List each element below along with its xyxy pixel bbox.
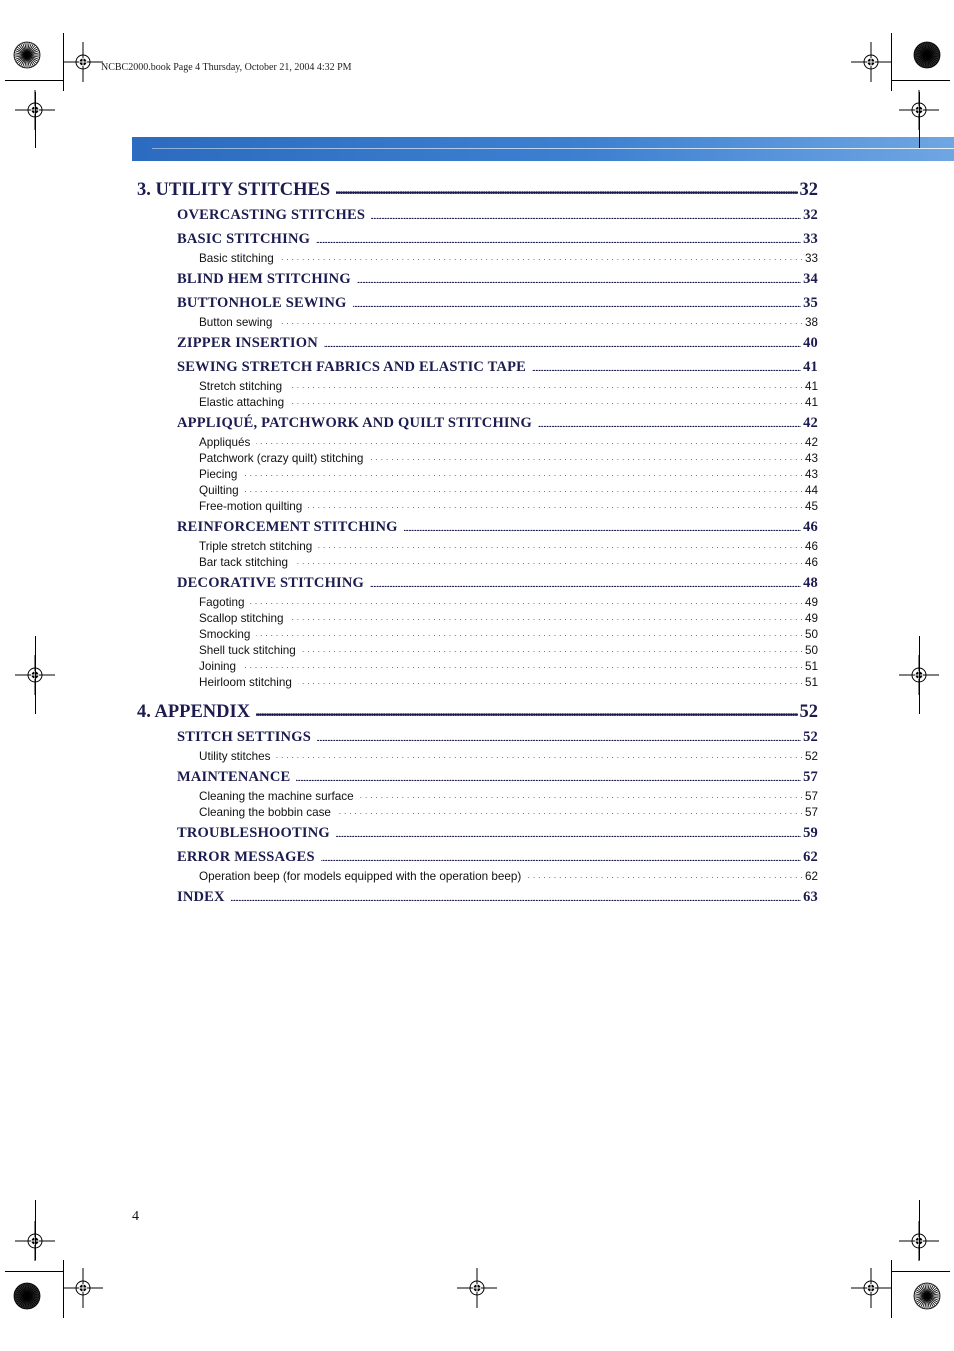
- toc-section-page: 48: [803, 575, 818, 591]
- toc-section[interactable]: [177, 572, 818, 594]
- toc-subsection-page: 46: [804, 555, 818, 569]
- toc-subsection-page: 57: [804, 789, 818, 803]
- toc-subsection-page: 41: [804, 395, 818, 409]
- crop-line: [891, 1260, 892, 1318]
- toc-chapter[interactable]: [137, 698, 818, 724]
- toc-subsection[interactable]: [199, 674, 818, 690]
- toc-subsection-label: Elastic attaching: [199, 395, 285, 409]
- toc-subsection[interactable]: [199, 610, 818, 626]
- toc-subsection-page: 57: [804, 805, 818, 819]
- dot-leader: [278, 314, 803, 326]
- registration-star-bottom-left: [13, 1282, 41, 1310]
- toc-subsection[interactable]: [199, 642, 818, 658]
- crop-line: [919, 1200, 920, 1260]
- crop-line: [35, 1200, 36, 1260]
- toc-subsection-label: Stretch stitching: [199, 379, 283, 393]
- toc-section[interactable]: [177, 516, 818, 538]
- toc-subsection-label: Utility stitches: [199, 749, 271, 763]
- toc-section-label: MAINTENANCE: [177, 769, 291, 785]
- toc-subsection-page: 43: [804, 467, 818, 481]
- dot-leader: [337, 804, 803, 816]
- toc-subsection-label: Bar tack stitching: [199, 555, 288, 569]
- toc-section[interactable]: [177, 332, 818, 354]
- toc-subsection-page: 38: [804, 315, 818, 329]
- toc-subsection-label: Free-motion quilting: [199, 499, 303, 513]
- toc-subsection-label: Patchwork (crazy quilt) stitching: [199, 451, 364, 465]
- crop-line: [63, 33, 64, 91]
- dot-leader: [243, 466, 803, 478]
- toc-subsection-label: Button sewing: [199, 315, 273, 329]
- toc-subsection-label: Scallop stitching: [199, 611, 284, 625]
- toc-subsection-label: Operation beep (for models equipped with the operation beep): [199, 869, 522, 883]
- dot-leader: [371, 205, 801, 220]
- toc-section-label: TROUBLESHOOTING: [177, 825, 330, 841]
- toc-section-page: 62: [803, 849, 818, 865]
- toc-section[interactable]: [177, 268, 818, 290]
- toc-section-page: 32: [803, 207, 818, 223]
- dot-leader: [280, 250, 803, 262]
- toc-subsection-page: 46: [804, 539, 818, 553]
- registration-star-top-right: [913, 41, 941, 69]
- crop-line: [891, 33, 892, 91]
- toc-subsection-label: Quilting: [199, 483, 239, 497]
- toc-chapter-label: 3. UTILITY STITCHES: [137, 179, 331, 200]
- toc-subsection-label: Heirloom stitching: [199, 675, 292, 689]
- dot-leader: [527, 868, 803, 880]
- toc-section-label: BUTTONHOLE SEWING: [177, 295, 347, 311]
- toc-subsection-label: Piecing: [199, 467, 238, 481]
- toc-subsection[interactable]: [199, 378, 818, 394]
- toc-subsection-page: 33: [804, 251, 818, 265]
- toc-section[interactable]: [177, 766, 818, 788]
- table-of-contents: [137, 176, 818, 908]
- toc-subsection[interactable]: [199, 482, 818, 498]
- dot-leader: [369, 450, 803, 462]
- toc-section[interactable]: [177, 228, 818, 250]
- toc-subsection[interactable]: [199, 250, 818, 266]
- toc-subsection-page: 62: [804, 869, 818, 883]
- crop-line: [35, 92, 36, 148]
- toc-section-page: 63: [803, 889, 818, 905]
- toc-subsection[interactable]: [199, 434, 818, 450]
- toc-subsection[interactable]: [199, 554, 818, 570]
- toc-subsection[interactable]: [199, 466, 818, 482]
- toc-subsection[interactable]: [199, 626, 818, 642]
- toc-subsection-page: 50: [804, 643, 818, 657]
- toc-section[interactable]: [177, 886, 818, 908]
- toc-section-page: 59: [803, 825, 818, 841]
- toc-subsection-page: 43: [804, 451, 818, 465]
- crosshair-mark: [851, 1268, 891, 1308]
- toc-chapter[interactable]: [137, 176, 818, 202]
- toc-section[interactable]: [177, 292, 818, 314]
- toc-subsection-page: 50: [804, 627, 818, 641]
- dot-leader: [538, 413, 801, 428]
- toc-subsection[interactable]: [199, 748, 818, 764]
- crosshair-mark: [63, 42, 103, 82]
- toc-subsection-label: Joining: [199, 659, 237, 673]
- toc-section-label: REINFORCEMENT STITCHING: [177, 519, 398, 535]
- toc-section-label: OVERCASTING STITCHES: [177, 207, 366, 223]
- toc-subsection-page: 51: [804, 675, 818, 689]
- crosshair-mark: [457, 1268, 497, 1308]
- dot-leader: [242, 658, 803, 670]
- toc-subsection-page: 45: [804, 499, 818, 513]
- dot-leader: [321, 847, 801, 862]
- toc-section-page: 41: [803, 359, 818, 375]
- dot-leader: [289, 610, 803, 622]
- dot-leader: [308, 498, 803, 510]
- dot-leader: [336, 823, 801, 838]
- toc-section-label: ERROR MESSAGES: [177, 849, 315, 865]
- toc-section[interactable]: [177, 412, 818, 434]
- toc-subsection-label: Smocking: [199, 627, 251, 641]
- toc-section-page: 34: [803, 271, 818, 287]
- toc-subsection[interactable]: [199, 868, 818, 884]
- crop-line: [5, 1271, 63, 1272]
- header-banner: [132, 137, 954, 161]
- dot-leader: [294, 554, 803, 566]
- crop-line: [919, 636, 920, 714]
- dot-leader: [318, 538, 803, 550]
- toc-subsection-label: Appliqués: [199, 435, 251, 449]
- toc-subsection[interactable]: [199, 804, 818, 820]
- crosshair-mark: [851, 42, 891, 82]
- crosshair-mark: [63, 1268, 103, 1308]
- toc-subsection-label: Cleaning the bobbin case: [199, 805, 331, 819]
- dot-leader: [288, 378, 803, 390]
- toc-subsection-label: Fagoting: [199, 595, 245, 609]
- toc-section-page: 57: [803, 769, 818, 785]
- toc-section[interactable]: [177, 356, 818, 378]
- print-slug: NCBC2000.book Page 4 Thursday, October 21, 2004 4:32 PM: [101, 62, 352, 73]
- dot-leader: [357, 269, 801, 284]
- dot-leader: [250, 594, 803, 606]
- toc-section-label: INDEX: [177, 889, 225, 905]
- toc-subsection[interactable]: [199, 314, 818, 330]
- toc-section-label: STITCH SETTINGS: [177, 729, 311, 745]
- toc-section-page: 52: [803, 729, 818, 745]
- chapter-gap: [137, 690, 818, 698]
- banner-stripe: [152, 148, 954, 149]
- toc-section-page: 33: [803, 231, 818, 247]
- toc-section-page: 40: [803, 335, 818, 351]
- toc-subsection[interactable]: [199, 394, 818, 410]
- toc-subsection[interactable]: [199, 594, 818, 610]
- crop-line: [891, 80, 950, 81]
- crop-line: [35, 636, 36, 714]
- toc-section[interactable]: [177, 846, 818, 868]
- toc-subsection-page: 44: [804, 483, 818, 497]
- dot-leader: [404, 517, 801, 532]
- dot-leader: [256, 626, 803, 638]
- toc-section-label: BASIC STITCHING: [177, 231, 311, 247]
- dot-leader: [256, 434, 803, 446]
- dot-leader: [245, 482, 803, 494]
- toc-chapter-page: 52: [799, 701, 818, 722]
- toc-subsection-label: Basic stitching: [199, 251, 274, 265]
- toc-subsection[interactable]: [199, 498, 818, 514]
- toc-chapter-page: 32: [799, 179, 818, 200]
- toc-subsection-label: Shell tuck stitching: [199, 643, 296, 657]
- toc-subsection-page: 41: [804, 379, 818, 393]
- page-number: 4: [132, 1209, 139, 1224]
- toc-subsection-page: 49: [804, 595, 818, 609]
- registration-star-bottom-right: [913, 1282, 941, 1310]
- dot-leader: [231, 887, 801, 902]
- dot-leader: [296, 767, 801, 782]
- toc-section-page: 42: [803, 415, 818, 431]
- toc-section-page: 35: [803, 295, 818, 311]
- toc-chapter-label: 4. APPENDIX: [137, 701, 251, 722]
- toc-section-label: SEWING STRETCH FABRICS AND ELASTIC TAPE: [177, 359, 527, 375]
- crop-line: [891, 1271, 950, 1272]
- dot-leader: [353, 293, 802, 308]
- toc-subsection-page: 51: [804, 659, 818, 673]
- dot-leader: [290, 394, 803, 406]
- dot-leader: [302, 642, 803, 654]
- dot-leader: [324, 333, 801, 348]
- dot-leader: [532, 357, 801, 372]
- crop-line: [919, 92, 920, 148]
- toc-section-label: BLIND HEM STITCHING: [177, 271, 351, 287]
- dot-leader: [256, 698, 797, 717]
- crop-line: [63, 1260, 64, 1318]
- crop-line: [5, 80, 63, 81]
- toc-subsection-page: 52: [804, 749, 818, 763]
- dot-leader: [360, 788, 803, 800]
- toc-subsection-label: Cleaning the machine surface: [199, 789, 354, 803]
- dot-leader: [317, 727, 801, 742]
- toc-subsection[interactable]: [199, 658, 818, 674]
- toc-section-page: 46: [803, 519, 818, 535]
- toc-section[interactable]: [177, 204, 818, 226]
- toc-subsection-page: 49: [804, 611, 818, 625]
- toc-section[interactable]: [177, 726, 818, 748]
- dot-leader: [316, 229, 801, 244]
- toc-section-label: DECORATIVE STITCHING: [177, 575, 365, 591]
- toc-section[interactable]: [177, 822, 818, 844]
- toc-subsection-label: Triple stretch stitching: [199, 539, 313, 553]
- toc-subsection[interactable]: [199, 788, 818, 804]
- dot-leader: [276, 748, 803, 760]
- dot-leader: [336, 176, 797, 195]
- toc-subsection[interactable]: [199, 450, 818, 466]
- toc-subsection-page: 42: [804, 435, 818, 449]
- dot-leader: [370, 573, 801, 588]
- toc-subsection[interactable]: [199, 538, 818, 554]
- toc-section-label: APPLIQUÉ, PATCHWORK AND QUILT STITCHING: [177, 415, 532, 431]
- dot-leader: [298, 674, 803, 686]
- toc-section-label: ZIPPER INSERTION: [177, 335, 318, 351]
- registration-star-top-left: [13, 41, 41, 69]
